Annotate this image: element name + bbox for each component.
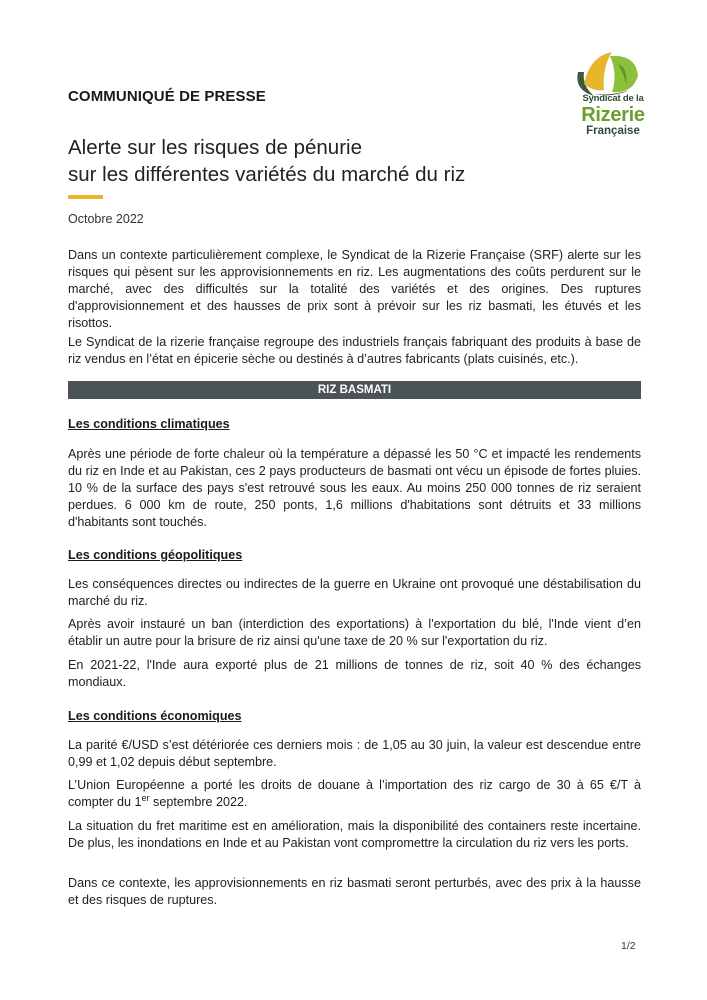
ordinal-superscript: er — [141, 792, 150, 803]
press-release-label: COMMUNIQUÉ DE PRESSE — [68, 88, 266, 105]
intro-paragraph-1: Dans un contexte particulièrement complexe, le Syndicat de la Rizerie Française (SRF) alerte sur les risques qui pèsent sur les approvisionnements en riz. Les augmentations des coûts perdurent sur le marché, avec des difficultés sur la totalité des variétés et des origines. Des ruptures d'approvisionnement et des hausses de prix sont à prévoir sur les riz basmati, les étuvés et les risottos. — [68, 248, 641, 330]
logo-line-2: Rizerie — [581, 103, 645, 126]
climate-paragraph: Après une période de forte chaleur où la température a dépassé les 50 °C et impacté les rendements du riz en Inde et au Pakistan, ces 2 pays producteurs de basmati ont vécu un épisode de fortes pluies. 10 % de la surface des pays s'est retrouvé sous les eaux. Au moins 250 000 tonnes de riz seraient perdues. 6 000 km de route, 250 ponts, 1,6 millions d'habitations sont détruits et 33 millions d'habitants sont touchés. — [68, 447, 641, 529]
heading-economy: Les conditions économiques — [68, 709, 242, 723]
intro-paragraph-2: Le Syndicat de la rizerie française regroupe des industriels français fabriquant des produits à base de riz vendus en l’état en épicerie sèche ou destinés à d’autres fabricants (plats cuisinés, etc.). — [68, 335, 641, 366]
page-title — [68, 134, 465, 188]
logo-line-3: Française — [586, 124, 640, 137]
title-line-2: sur les différentes variétés du marché du riz — [68, 163, 466, 186]
geo-paragraph-2: Après avoir instauré un ban (interdiction des exportations) à l'exportation du blé, l'Inde vient d’en établir un autre pour la brisure de riz ainsi qu'une taxe de 20 % sur l'exportation du riz. — [68, 617, 641, 648]
geo-paragraph-3: En 2021-22, l'Inde aura exporté plus de 21 millions de tonnes de riz, soit 40 % des échanges mondiaux. — [68, 658, 641, 689]
rice-grain-icon — [572, 50, 648, 98]
eco-paragraph-1: La parité €/USD s’est détériorée ces derniers mois : de 1,05 au 30 juin, la valeur est descendue entre 0,99 et 1,02 depuis début septembre. — [68, 738, 641, 769]
srf-logo — [572, 50, 648, 154]
section-band: RIZ BASMATI — [68, 381, 641, 399]
heading-climate: Les conditions climatiques — [68, 417, 230, 431]
publication-date: Octobre 2022 — [68, 212, 144, 226]
title-line-1: Alerte sur les risques de pénurie — [68, 136, 362, 159]
eco-paragraph-2-end: septembre 2022. — [149, 795, 248, 809]
heading-geopolitics: Les conditions géopolitiques — [68, 548, 243, 562]
logo-line-1: Syndicat de la — [582, 93, 644, 104]
geo-paragraph-1: Les conséquences directes ou indirectes de la guerre en Ukraine ont provoqué une déstabilisation du marché du riz. — [68, 577, 641, 608]
logo-wordmark — [578, 94, 648, 137]
eco-paragraph-3: La situation du fret maritime est en amélioration, mais la disponibilité des containers reste incertaine. De plus, les inondations en Inde et au Pakistan vont compromettre la circulation du riz vers les ports. — [68, 819, 641, 850]
eco-paragraph-4: Dans ce contexte, les approvisionnements en riz basmati seront perturbés, avec des prix à la hausse et des risques de ruptures. — [68, 876, 641, 907]
eco-paragraph-2-start: L’Union Européenne a porté les droits de douane à l’importation des riz cargo de 30 à 65 €/T à compter du 1 — [68, 778, 641, 809]
page-number: 1/2 — [621, 940, 636, 952]
eco-paragraph-2 — [68, 777, 641, 811]
title-accent-bar — [68, 195, 103, 199]
